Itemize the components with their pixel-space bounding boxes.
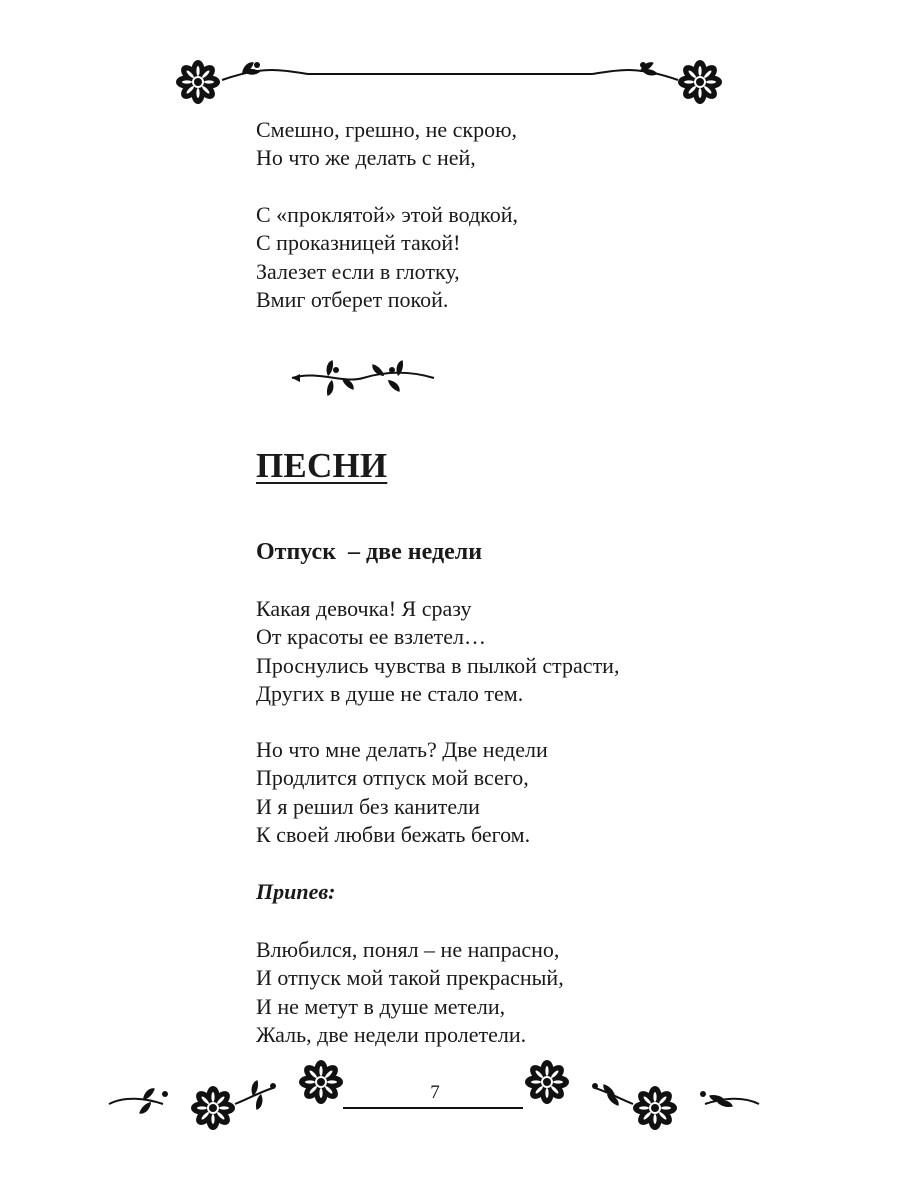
poem-line: С «проклятой» этой водкой, <box>256 202 519 227</box>
poem-line: Продлится отпуск мой всего, <box>256 765 529 791</box>
poem-line: Но что же делать с ней, <box>256 145 476 171</box>
top-floral-divider <box>160 48 740 118</box>
poem-line: И отпуск мой такой прекрасный, <box>256 965 564 991</box>
flower-icon <box>678 60 722 104</box>
vine-divider <box>288 358 438 398</box>
poem-line: От красоты ее взлетел… <box>256 624 487 650</box>
flower-icon <box>299 1060 343 1104</box>
poem-line: С проказницей такой! <box>256 230 461 256</box>
flower-icon <box>191 1086 235 1130</box>
flower-icon <box>176 60 220 104</box>
page-number: 7 <box>430 1082 440 1103</box>
poem-line: К своей любви бежать бегом. <box>256 821 531 847</box>
flower-icon <box>525 1060 569 1104</box>
poem-stanza <box>256 736 548 849</box>
section-heading: ПЕСНИ <box>256 446 388 485</box>
poem-line: Влюбился, понял – не напрасно, <box>256 937 560 962</box>
poem-stanza <box>256 936 564 1049</box>
poem-line: Проснулись чувства в пылкой страсти, <box>256 652 620 678</box>
song-title: Отпуск – две недели <box>256 539 483 565</box>
poem-line: Жаль, две недели пролетели. <box>256 1021 527 1047</box>
poem-stanza <box>256 201 518 314</box>
poem-line: Смешно, грешно, не скрою, <box>256 117 518 142</box>
poem-line: Других в душе не стало тем. <box>256 680 524 706</box>
chorus-label: Припев: <box>256 879 336 904</box>
poem-line: Залезет если в глотку, <box>256 258 460 284</box>
poem-line: И я решил без канители <box>256 793 480 819</box>
poem-stanza <box>256 595 619 708</box>
poem-stanza <box>256 116 517 173</box>
poem-line: Но что мне делать? Две недели <box>256 737 548 762</box>
poem-line: Вмиг отберет покой. <box>256 286 449 312</box>
poem-line: Какая девочка! Я сразу <box>256 596 472 621</box>
flower-icon <box>633 1086 677 1130</box>
poem-line: И не метут в душе метели, <box>256 993 506 1019</box>
